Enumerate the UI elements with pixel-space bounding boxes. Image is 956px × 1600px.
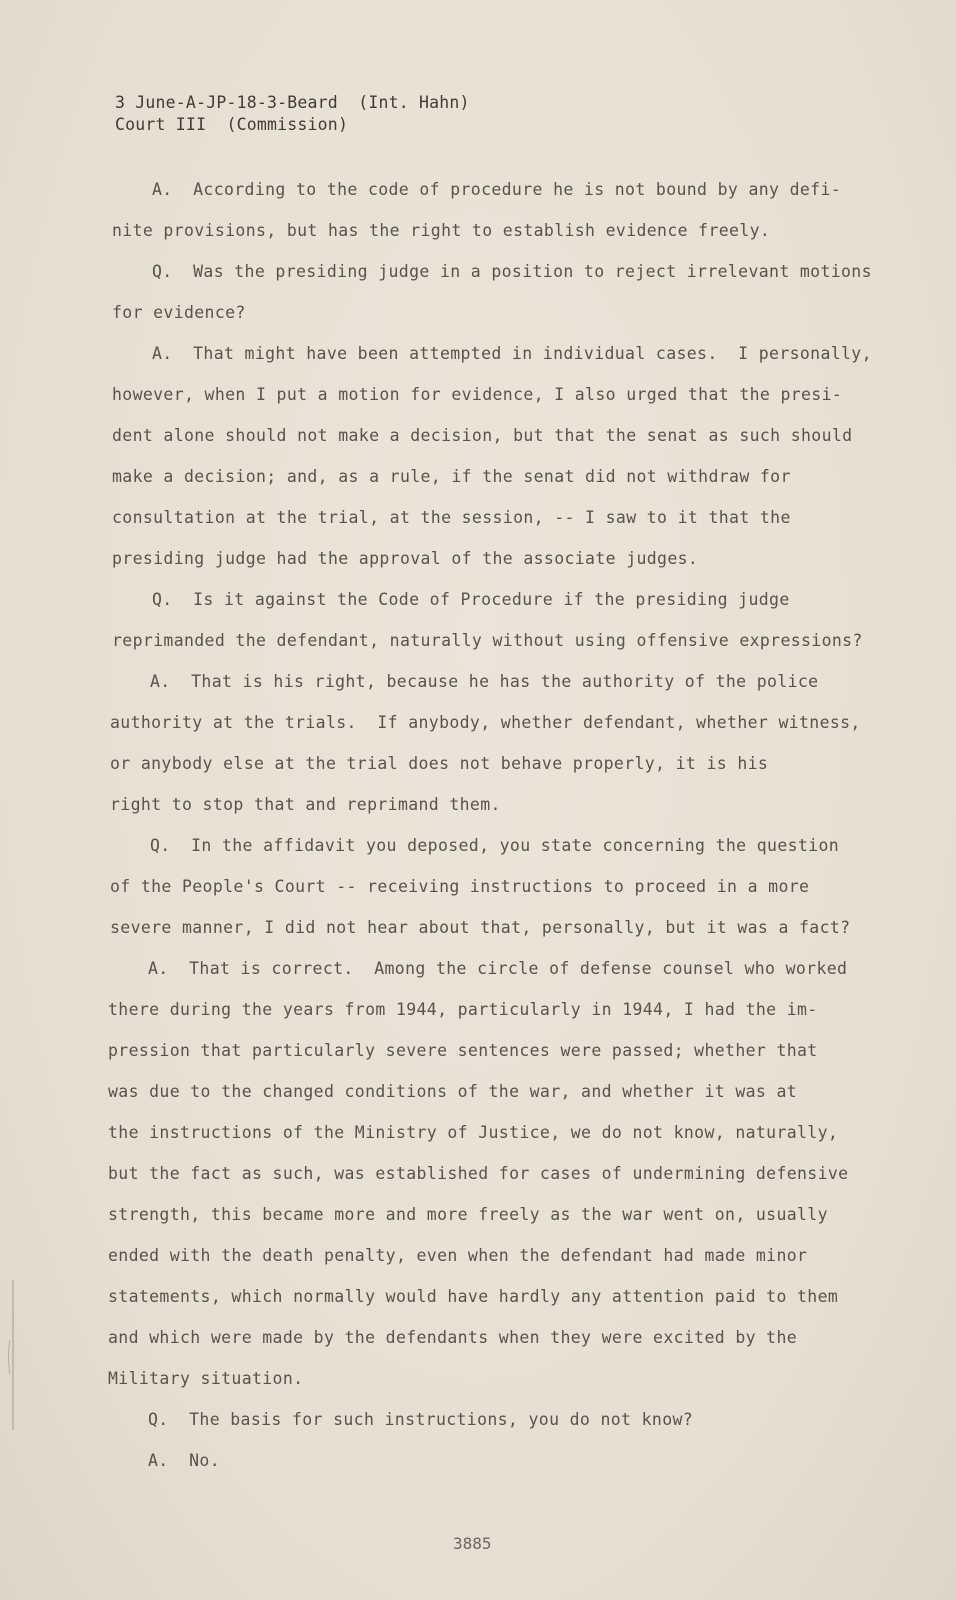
transcript-line: A. That might have been attempted in individual cases. I personally, (152, 344, 872, 363)
page-number: 3885 (453, 1534, 492, 1553)
transcript-line: A. According to the code of procedure he is not bound by any defi- (152, 180, 842, 199)
transcript-line: Q. Is it against the Code of Procedure if the presiding judge (152, 590, 790, 609)
transcript-line: pression that particularly severe sentences were passed; whether that (108, 1041, 818, 1060)
transcript-line: nite provisions, but has the right to establish evidence freely. (112, 221, 771, 240)
transcript-line: or anybody else at the trial does not behave properly, it is his (110, 754, 769, 773)
transcript-line: for evidence? (112, 303, 246, 322)
transcript-line: Military situation. (108, 1369, 304, 1388)
header-session-line: 3 June-A-JP-18-3-Beard (Int. Hahn) (115, 93, 470, 112)
transcript-line: right to stop that and reprimand them. (110, 795, 501, 814)
transcript-line: and which were made by the defendants when they were excited by the (108, 1328, 798, 1347)
header-court-line: Court III (Commission) (115, 115, 349, 134)
transcript-line: strength, this became more and more freely as the war went on, usually (108, 1205, 828, 1224)
margin-binding-mark (6, 1280, 20, 1430)
transcript-line: dent alone should not make a decision, but that the senat as such should (112, 426, 853, 445)
transcript-line: there during the years from 1944, particularly in 1944, I had the im- (108, 1000, 818, 1019)
transcript-line: ended with the death penalty, even when the defendant had made minor (108, 1246, 808, 1265)
transcript-line: A. That is his right, because he has the authority of the police (150, 672, 819, 691)
transcript-line: A. That is correct. Among the circle of defense counsel who worked (148, 959, 848, 978)
transcript-line: severe manner, I did not hear about that, personally, but it was a fact? (110, 918, 851, 937)
transcript-line: consultation at the trial, at the session, -- I saw to it that the (112, 508, 791, 527)
transcript-line: of the People's Court -- receiving instructions to proceed in a more (110, 877, 810, 896)
transcript-line: Q. Was the presiding judge in a position to reject irrelevant motions (152, 262, 872, 281)
transcript-line: but the fact as such, was established for cases of undermining defensive (108, 1164, 849, 1183)
transcript-line: reprimanded the defendant, naturally without using offensive expressions? (112, 631, 863, 650)
document-header (115, 92, 470, 136)
transcript-line: Q. In the affidavit you deposed, you state concerning the question (150, 836, 840, 855)
transcript-line: the instructions of the Ministry of Justice, we do not know, naturally, (108, 1123, 839, 1142)
transcript-line: make a decision; and, as a rule, if the senat did not withdraw for (112, 467, 791, 486)
transcript-line: statements, which normally would have hardly any attention paid to them (108, 1287, 839, 1306)
transcript-line: Q. The basis for such instructions, you do not know? (148, 1410, 694, 1429)
transcript-line: was due to the changed conditions of the war, and whether it was at (108, 1082, 798, 1101)
transcript-line: authority at the trials. If anybody, whether defendant, whether witness, (110, 713, 861, 732)
transcript-line: presiding judge had the approval of the associate judges. (112, 549, 699, 568)
transcript-line: however, when I put a motion for evidence, I also urged that the presi- (112, 385, 843, 404)
transcript-line: A. No. (148, 1451, 220, 1470)
